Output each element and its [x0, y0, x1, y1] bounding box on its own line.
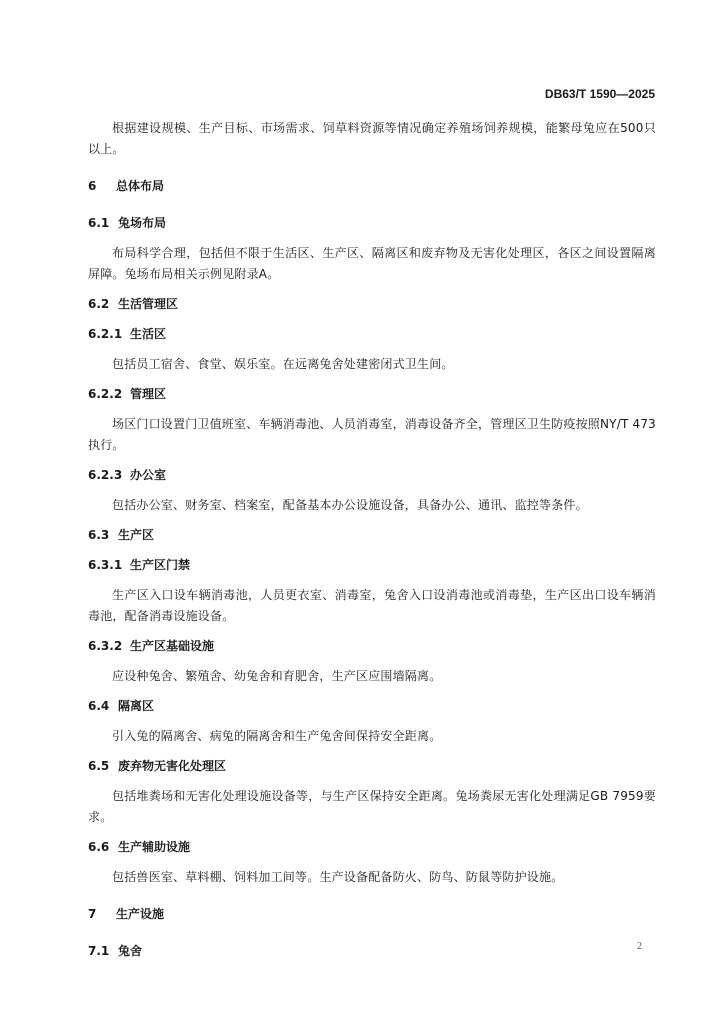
body-paragraph: 包括员工宿舍、食堂、娱乐室。在远离兔舍处建密闭式卫生间。: [112, 357, 454, 371]
section-heading-6-2-2: [88, 384, 656, 405]
section-title: 生产辅助设施: [118, 840, 191, 854]
section-number: 6.1: [88, 216, 110, 230]
section-title: 生活区: [130, 327, 167, 341]
section-heading-6-3: [88, 525, 656, 546]
section-number: 6.5: [88, 759, 110, 773]
body-paragraph: 包括办公室、财务室、档案室，配备基本办公设施设备，具备办公、通讯、监控等条件。: [112, 498, 588, 512]
section-title: 生产区: [118, 528, 155, 542]
section-number: 6.3.1: [88, 558, 123, 572]
section-number: 6.6: [88, 840, 110, 854]
section-number: 6.4: [88, 699, 110, 713]
section-heading-6-3-1: [88, 555, 656, 576]
document-body: [88, 118, 656, 971]
section-number: 6.3.2: [88, 639, 123, 653]
body-paragraph: 包括堆粪场和无害化处理设施设备等，与生产区保持安全距离。兔场粪尿无害化处理满足GB 7959要求。: [88, 789, 656, 824]
section-heading-6-2: [88, 294, 656, 315]
section-heading-6-2-1: [88, 324, 656, 345]
section-title: 废弃物无害化处理区: [118, 759, 227, 773]
body-paragraph: 场区门口设置门卫值班室、车辆消毒池、人员消毒室，消毒设备齐全，管理区卫生防疫按照NY/T 473执行。: [88, 417, 657, 452]
standard-code: DB63/T 1590—2025: [544, 87, 655, 101]
section-number: 6.2.1: [88, 327, 123, 341]
section-title: 隔离区: [118, 699, 155, 713]
body-paragraph: 应设种兔舍、繁殖舍、幼兔舍和育肥舍，生产区应围墙隔离。: [112, 669, 442, 683]
section-heading-6-2-3: [88, 465, 656, 486]
section-title: 兔场布局: [118, 216, 167, 230]
section-title: 兔舍: [118, 944, 143, 958]
section-title: 生产区门禁: [130, 558, 191, 572]
section-title: 办公室: [130, 468, 167, 482]
section-heading-6-6: [88, 837, 656, 858]
section-title: 生产设施: [116, 907, 165, 921]
section-number: 6.2.2: [88, 387, 123, 401]
section-number: 7: [88, 907, 97, 921]
section-number: 6: [88, 179, 97, 193]
body-paragraph: 包括兽医室、草料棚、饲料加工间等。生产设备配备防火、防鸟、防鼠等防护设施。: [112, 870, 564, 884]
intro-paragraph: 根据建设规模、生产目标、市场需求、饲草料资源等情况确定养殖场饲养规模，能繁母兔应在500只以上。: [88, 121, 656, 156]
section-number: 7.1: [88, 944, 110, 958]
section-title: 管理区: [130, 387, 167, 401]
section-heading-6-4: [88, 696, 656, 717]
section-number: 6.2: [88, 297, 110, 311]
section-heading-6-1: [88, 213, 656, 234]
section-number: 6.2.3: [88, 468, 123, 482]
section-heading-6: [88, 176, 656, 197]
section-title: 生活管理区: [118, 297, 179, 311]
body-paragraph: 引入兔的隔离舍、病兔的隔离舍和生产兔舍间保持安全距离。: [112, 729, 442, 743]
body-paragraph: 生产区入口设车辆消毒池，人员更衣室、消毒室，兔舍入口设消毒池或消毒垫，生产区出口设车辆消毒池，配备消毒设施设备。: [88, 588, 656, 623]
section-heading-6-5: [88, 756, 656, 777]
section-heading-7-1: [88, 941, 656, 962]
page-number: 2: [637, 941, 642, 952]
section-title: 总体布局: [116, 179, 165, 193]
section-heading-7: [88, 904, 656, 925]
body-paragraph: 布局科学合理，包括但不限于生活区、生产区、隔离区和废弃物及无害化处理区，各区之间设置隔离屏障。兔场布局相关示例见附录A。: [88, 246, 656, 281]
section-number: 6.3: [88, 528, 110, 542]
section-heading-6-3-2: [88, 636, 656, 657]
section-title: 生产区基础设施: [130, 639, 215, 653]
